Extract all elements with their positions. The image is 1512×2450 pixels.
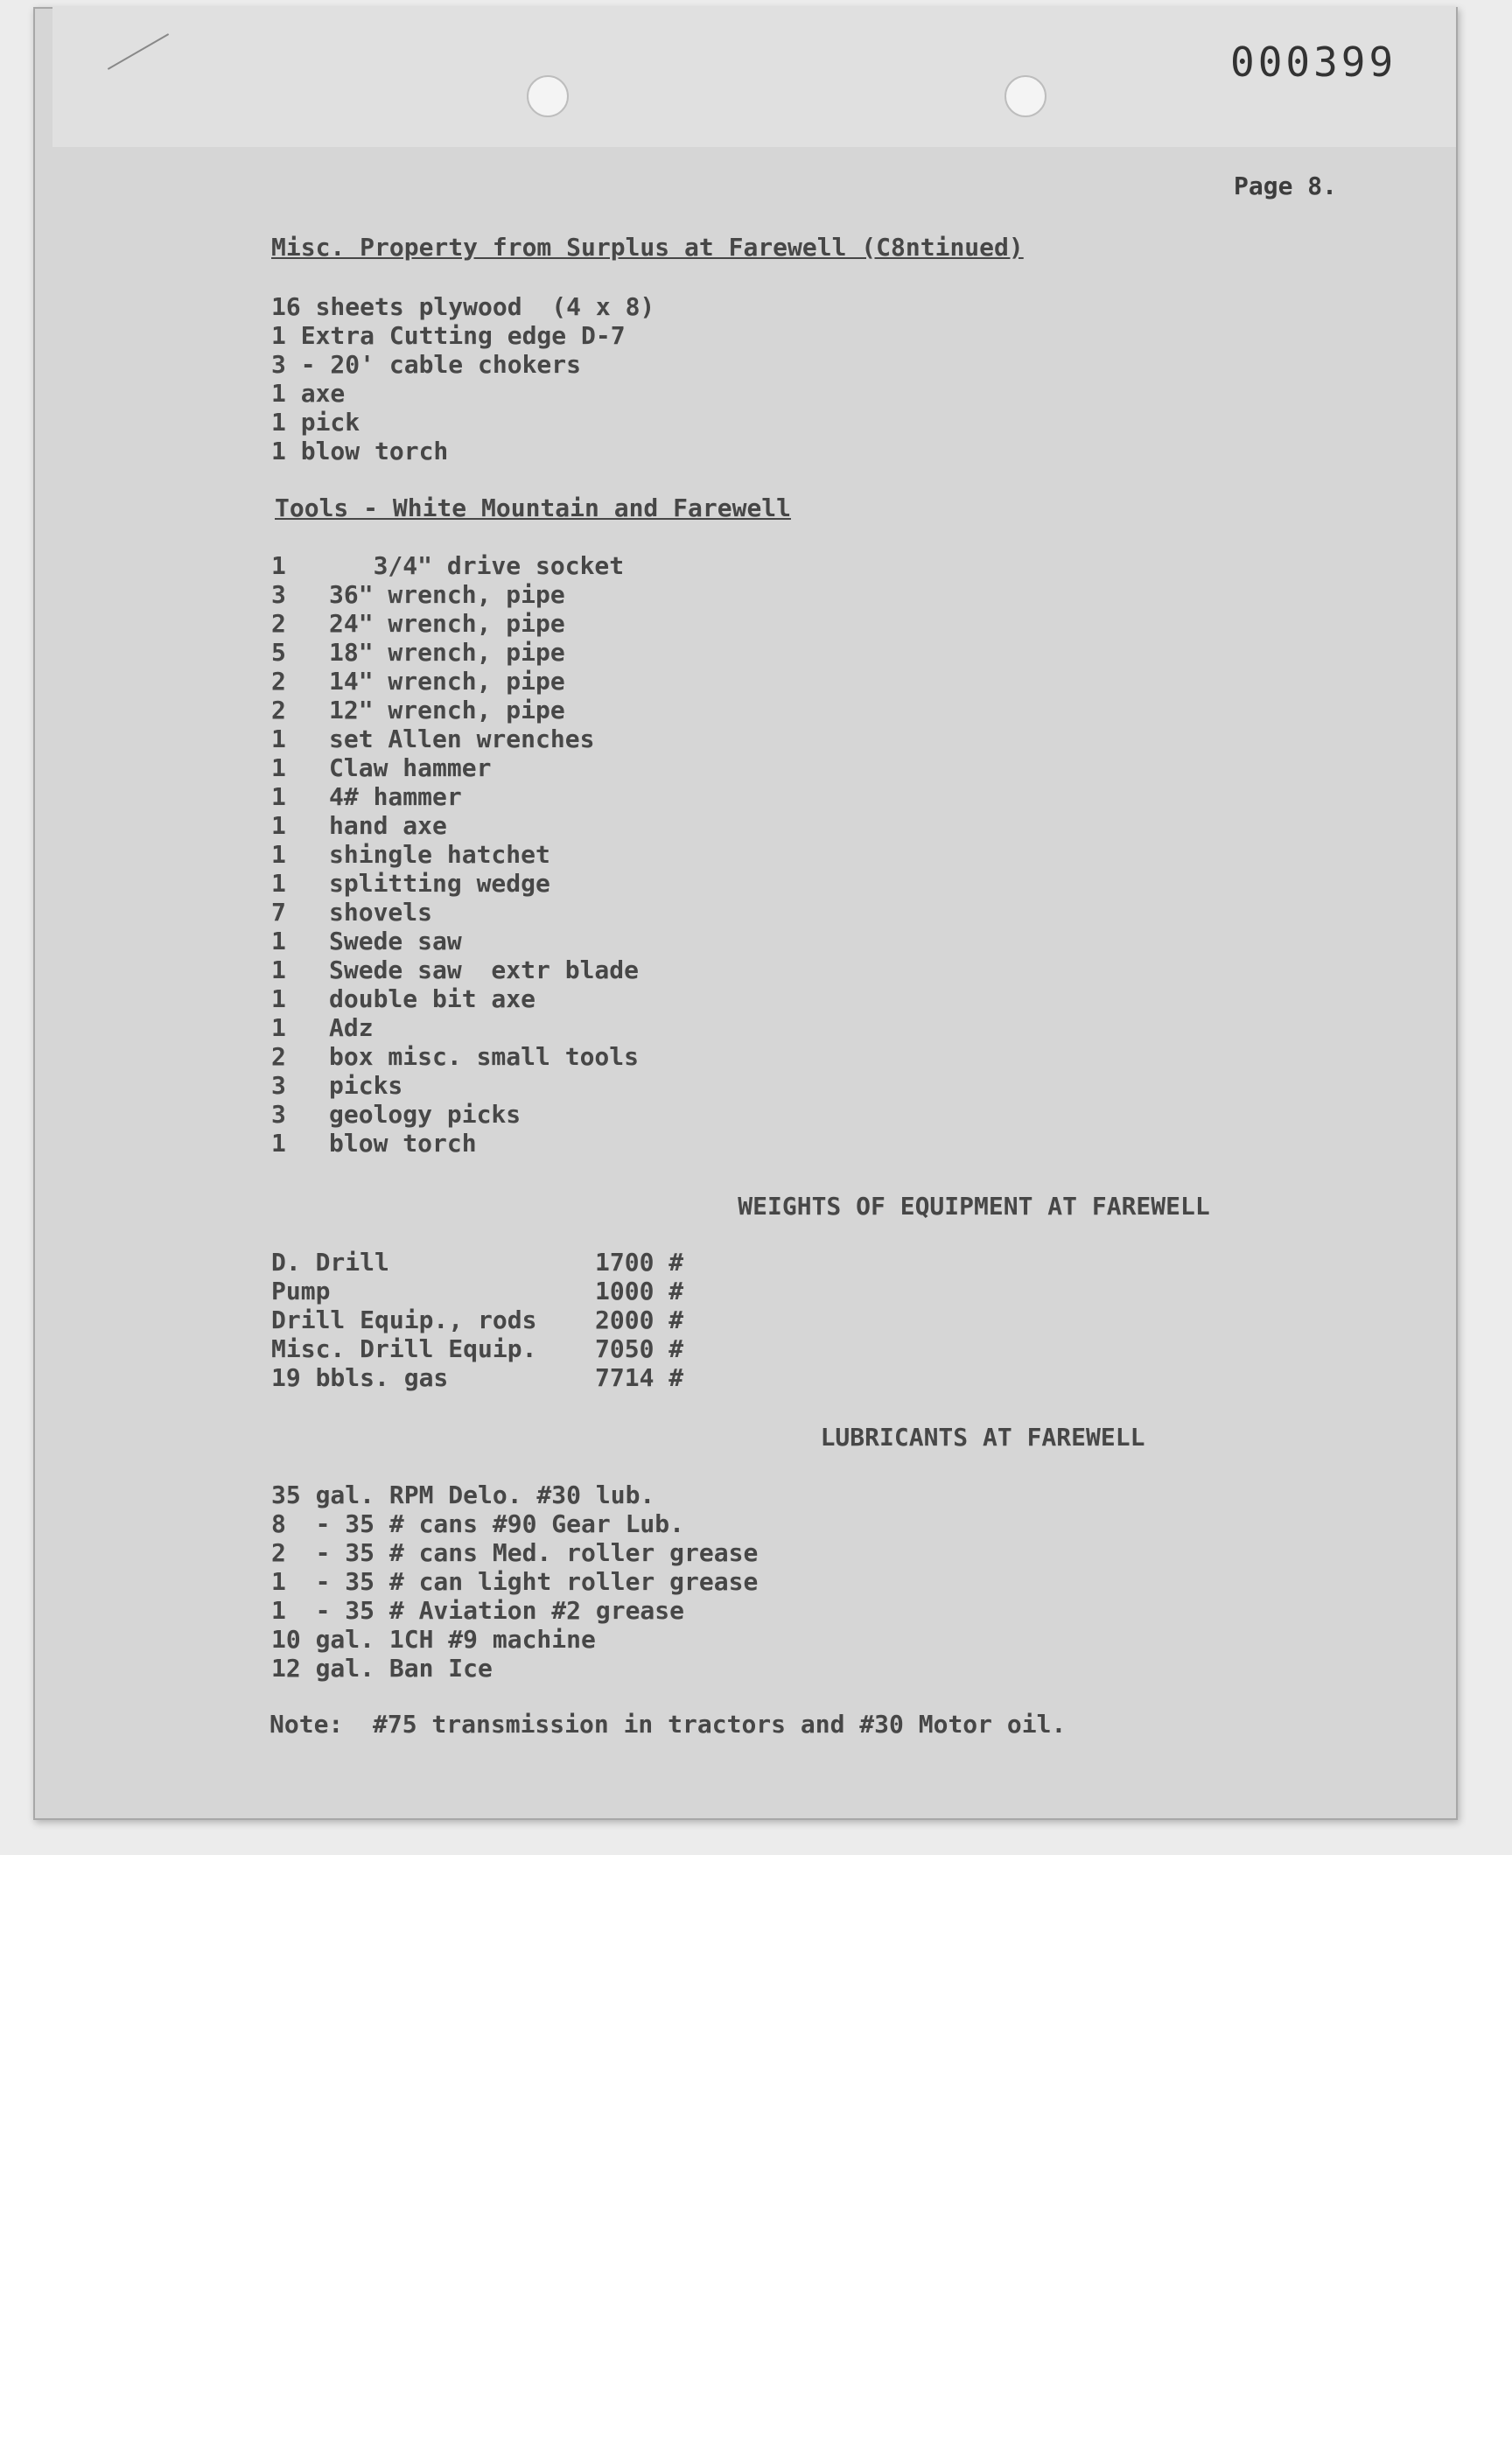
- equipment-name: Pump: [271, 1277, 331, 1306]
- equipment-weight: 7714 #: [595, 1363, 684, 1392]
- tool-quantity: 2: [271, 609, 286, 638]
- table-row: [271, 840, 639, 869]
- punch-hole-right: [1004, 75, 1046, 117]
- list-item: 12 gal. Ban Ice: [271, 1654, 493, 1683]
- list-item: 1 pick: [271, 408, 360, 437]
- tool-description: 4# hammer: [329, 782, 462, 811]
- tool-description: Swede saw: [329, 927, 462, 956]
- table-row: [271, 927, 639, 956]
- equipment-weight: 1000 #: [595, 1277, 684, 1306]
- tool-quantity: 1: [271, 1013, 286, 1042]
- table-row: [271, 811, 639, 840]
- table-row: [271, 956, 639, 984]
- equipment-name: Misc. Drill Equip.: [271, 1334, 537, 1363]
- table-row: [271, 869, 639, 898]
- tool-description: Swede saw extr blade: [329, 956, 640, 984]
- tool-description: geology picks: [329, 1100, 522, 1129]
- list-item: 2 - 35 # cans Med. roller grease: [271, 1538, 759, 1567]
- punch-hole-left: [527, 75, 569, 117]
- list-item: 3 - 20' cable chokers: [271, 350, 582, 379]
- tool-quantity: 3: [271, 1071, 286, 1100]
- lubricants-heading: LUBRICANTS AT FAREWELL: [820, 1423, 1145, 1452]
- table-row: [271, 1129, 639, 1158]
- list-item: 1 blow torch: [271, 437, 449, 466]
- tool-description: 18" wrench, pipe: [329, 638, 565, 667]
- table-row: [271, 696, 639, 724]
- tool-quantity: 1: [271, 1129, 286, 1158]
- equipment-name: 19 bbls. gas: [271, 1363, 449, 1392]
- tool-description: 14" wrench, pipe: [329, 667, 565, 696]
- tool-quantity: 2: [271, 667, 286, 696]
- tool-description: 36" wrench, pipe: [329, 580, 565, 609]
- table-row: [271, 1248, 683, 1277]
- tool-description: 3/4" drive socket: [329, 551, 625, 580]
- tool-quantity: 5: [271, 638, 286, 667]
- list-item: 1 axe: [271, 379, 346, 408]
- tool-description: Adz: [329, 1013, 374, 1042]
- equipment-name: Drill Equip., rods: [271, 1306, 537, 1334]
- table-row: [271, 580, 639, 609]
- tool-description: double bit axe: [329, 984, 536, 1013]
- list-item: 10 gal. 1CH #9 machine: [271, 1625, 596, 1654]
- tool-quantity: 1: [271, 811, 286, 840]
- tool-quantity: 7: [271, 898, 286, 927]
- list-item: 1 - 35 # Aviation #2 grease: [271, 1596, 685, 1625]
- tool-description: picks: [329, 1071, 403, 1100]
- tool-quantity: 1: [271, 927, 286, 956]
- tool-quantity: 1: [271, 840, 286, 869]
- misc-list: [271, 292, 654, 466]
- table-row: [271, 1306, 683, 1334]
- table-row: [271, 1100, 639, 1129]
- tool-description: Claw hammer: [329, 753, 492, 782]
- tools-heading: Tools - White Mountain and Farewell: [275, 494, 792, 522]
- equipment-weight: 7050 #: [595, 1334, 684, 1363]
- tool-quantity: 1: [271, 753, 286, 782]
- tool-quantity: 1: [271, 724, 286, 753]
- table-row: [271, 984, 639, 1013]
- table-row: [271, 1334, 683, 1363]
- tool-description: box misc. small tools: [329, 1042, 640, 1071]
- tool-quantity: 1: [271, 956, 286, 984]
- list-item: 35 gal. RPM Delo. #30 lub.: [271, 1480, 655, 1509]
- table-row: [271, 638, 639, 667]
- table-row: [271, 753, 639, 782]
- tool-description: blow torch: [329, 1129, 477, 1158]
- misc-heading: Misc. Property from Surplus at Farewell (C8ntinued): [271, 233, 1024, 262]
- tool-description: set Allen wrenches: [329, 724, 595, 753]
- table-row: [271, 667, 639, 696]
- table-row: [271, 1042, 639, 1071]
- table-row: [271, 782, 639, 811]
- table-row: [271, 898, 639, 927]
- tool-quantity: 2: [271, 696, 286, 724]
- tool-quantity: 1: [271, 782, 286, 811]
- list-item: 8 - 35 # cans #90 Gear Lub.: [271, 1509, 685, 1538]
- table-row: [271, 1013, 639, 1042]
- document-stamp-number: 000399: [1230, 38, 1397, 86]
- tool-description: shovels: [329, 898, 433, 927]
- tool-description: hand axe: [329, 811, 447, 840]
- tool-quantity: 3: [271, 1100, 286, 1129]
- tool-description: 24" wrench, pipe: [329, 609, 565, 638]
- equipment-weight: 2000 #: [595, 1306, 684, 1334]
- tool-description: splitting wedge: [329, 869, 550, 898]
- tool-quantity: 1: [271, 551, 286, 580]
- equipment-weight: 1700 #: [595, 1248, 684, 1277]
- table-row: [271, 609, 639, 638]
- list-item: 1 Extra Cutting edge D-7: [271, 321, 626, 350]
- table-row: [271, 724, 639, 753]
- weights-list: [271, 1248, 683, 1392]
- table-row: [271, 1071, 639, 1100]
- weights-heading: WEIGHTS OF EQUIPMENT AT FAREWELL: [738, 1192, 1210, 1221]
- table-row: [271, 1363, 683, 1392]
- table-row: [271, 551, 639, 580]
- tool-quantity: 3: [271, 580, 286, 609]
- tools-list: [271, 551, 639, 1158]
- lubricants-list: [271, 1480, 758, 1683]
- tool-quantity: 2: [271, 1042, 286, 1071]
- page-number: Page 8.: [1234, 172, 1338, 200]
- table-row: [271, 1277, 683, 1306]
- list-item: 1 - 35 # can light roller grease: [271, 1567, 759, 1596]
- list-item: 16 sheets plywood (4 x 8): [271, 292, 655, 321]
- tool-quantity: 1: [271, 984, 286, 1013]
- footnote: Note: #75 transmission in tractors and #30 Motor oil.: [270, 1710, 1067, 1739]
- tool-description: shingle hatchet: [329, 840, 550, 869]
- tool-description: 12" wrench, pipe: [329, 696, 565, 724]
- equipment-name: D. Drill: [271, 1248, 389, 1277]
- tool-quantity: 1: [271, 869, 286, 898]
